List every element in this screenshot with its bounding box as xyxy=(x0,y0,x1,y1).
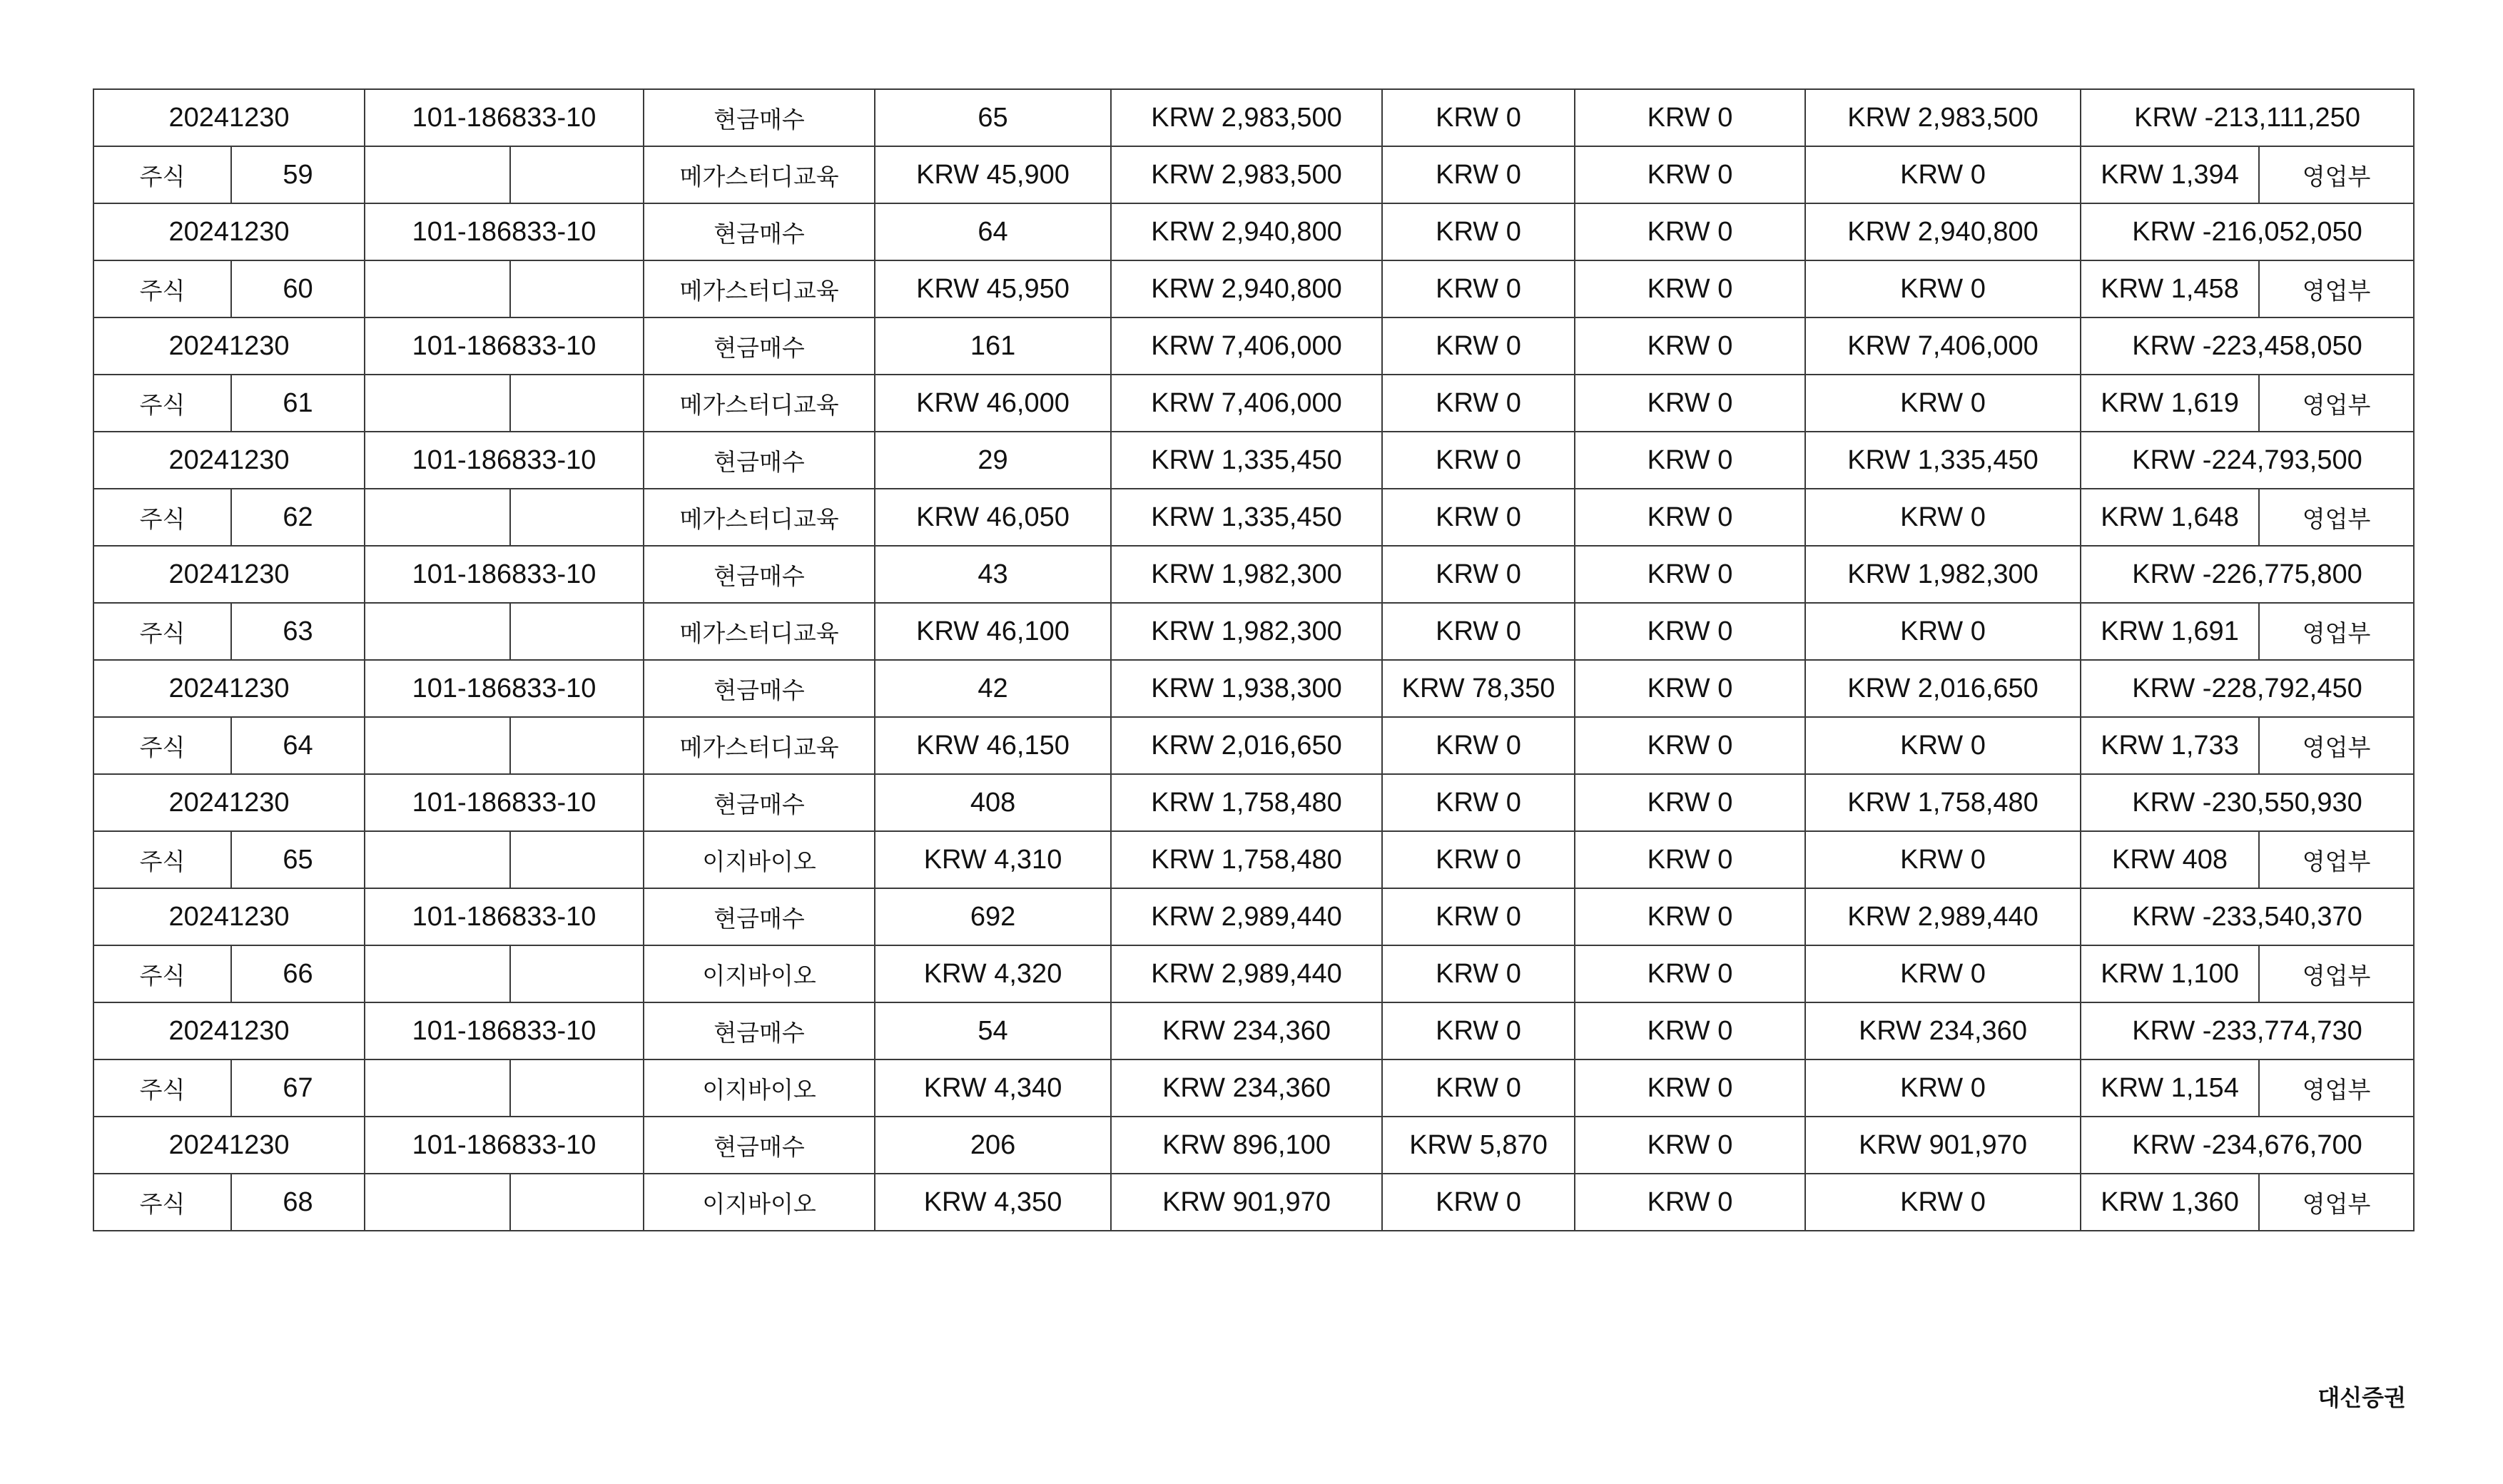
security-name-cell: 이지바이오 xyxy=(644,1174,875,1231)
trade-amount-cell: KRW 1,335,450 xyxy=(1111,489,1382,546)
tax-cell: KRW 0 xyxy=(1575,375,1805,432)
settlement-amount-cell: KRW 0 xyxy=(1805,603,2081,660)
extra-amount-cell: KRW 1,394 xyxy=(2081,146,2259,203)
trade-type-cell: 현금매수 xyxy=(644,660,875,717)
security-row xyxy=(93,260,2414,317)
asset-class-cell: 주식 xyxy=(93,1174,231,1231)
settlement-amount-cell: KRW 0 xyxy=(1805,489,2081,546)
settlement-amount-cell: KRW 0 xyxy=(1805,717,2081,774)
fee-cell: KRW 0 xyxy=(1382,146,1575,203)
security-name-cell: 메가스터디교육 xyxy=(644,260,875,317)
security-name-cell: 메가스터디교육 xyxy=(644,717,875,774)
empty-cell xyxy=(365,831,510,888)
quantity-cell: 206 xyxy=(875,1117,1111,1174)
settlement-amount-cell: KRW 1,982,300 xyxy=(1805,546,2081,603)
settlement-amount-cell: KRW 2,940,800 xyxy=(1805,203,2081,260)
tax-cell: KRW 0 xyxy=(1575,260,1805,317)
fee-cell: KRW 0 xyxy=(1382,89,1575,146)
settlement-amount-cell: KRW 1,758,480 xyxy=(1805,774,2081,831)
sequence-cell: 68 xyxy=(231,1174,365,1231)
trade-row xyxy=(93,1002,2414,1059)
security-name-cell: 메가스터디교육 xyxy=(644,489,875,546)
account-number-cell: 101-186833-10 xyxy=(365,317,644,375)
sequence-cell: 67 xyxy=(231,1059,365,1117)
account-number-cell: 101-186833-10 xyxy=(365,1117,644,1174)
fee-cell: KRW 5,870 xyxy=(1382,1117,1575,1174)
quantity-cell: 65 xyxy=(875,89,1111,146)
tax-cell: KRW 0 xyxy=(1575,717,1805,774)
balance-cell: KRW -228,792,450 xyxy=(2081,660,2414,717)
extra-amount-cell: KRW 1,360 xyxy=(2081,1174,2259,1231)
security-name-cell: 메가스터디교육 xyxy=(644,146,875,203)
trade-row xyxy=(93,888,2414,945)
tax-cell: KRW 0 xyxy=(1575,489,1805,546)
settlement-amount-cell: KRW 0 xyxy=(1805,260,2081,317)
trade-date-cell: 20241230 xyxy=(93,888,365,945)
trade-amount-cell: KRW 896,100 xyxy=(1111,1117,1382,1174)
trade-type-cell: 현금매수 xyxy=(644,89,875,146)
trade-amount-cell: KRW 1,335,450 xyxy=(1111,432,1382,489)
tax-cell: KRW 0 xyxy=(1575,888,1805,945)
trade-row xyxy=(93,89,2414,146)
asset-class-cell: 주식 xyxy=(93,375,231,432)
extra-amount-cell: KRW 1,691 xyxy=(2081,603,2259,660)
empty-cell xyxy=(510,375,644,432)
security-name-cell: 이지바이오 xyxy=(644,831,875,888)
trade-amount-cell: KRW 1,982,300 xyxy=(1111,603,1382,660)
account-number-cell: 101-186833-10 xyxy=(365,1002,644,1059)
account-number-cell: 101-186833-10 xyxy=(365,888,644,945)
security-row xyxy=(93,945,2414,1002)
unit-price-cell: KRW 4,350 xyxy=(875,1174,1111,1231)
quantity-cell: 64 xyxy=(875,203,1111,260)
account-number-cell: 101-186833-10 xyxy=(365,660,644,717)
fee-cell: KRW 0 xyxy=(1382,489,1575,546)
empty-cell xyxy=(365,375,510,432)
trade-date-cell: 20241230 xyxy=(93,1117,365,1174)
tax-cell: KRW 0 xyxy=(1575,317,1805,375)
settlement-amount-cell: KRW 2,983,500 xyxy=(1805,89,2081,146)
security-name-cell: 이지바이오 xyxy=(644,1059,875,1117)
fee-cell: KRW 0 xyxy=(1382,375,1575,432)
fee-cell: KRW 78,350 xyxy=(1382,660,1575,717)
branch-cell: 영업부 xyxy=(2259,489,2414,546)
asset-class-cell: 주식 xyxy=(93,260,231,317)
trade-amount-cell: KRW 2,016,650 xyxy=(1111,717,1382,774)
trade-amount-cell: KRW 1,938,300 xyxy=(1111,660,1382,717)
trade-type-cell: 현금매수 xyxy=(644,1117,875,1174)
empty-cell xyxy=(365,1174,510,1231)
branch-cell: 영업부 xyxy=(2259,375,2414,432)
empty-cell xyxy=(365,146,510,203)
security-row xyxy=(93,717,2414,774)
extra-amount-cell: KRW 1,648 xyxy=(2081,489,2259,546)
tax-cell: KRW 0 xyxy=(1575,1002,1805,1059)
balance-cell: KRW -226,775,800 xyxy=(2081,546,2414,603)
trade-type-cell: 현금매수 xyxy=(644,432,875,489)
trade-amount-cell: KRW 1,982,300 xyxy=(1111,546,1382,603)
fee-cell: KRW 0 xyxy=(1382,546,1575,603)
empty-cell xyxy=(510,260,644,317)
trade-type-cell: 현금매수 xyxy=(644,1002,875,1059)
unit-price-cell: KRW 45,950 xyxy=(875,260,1111,317)
fee-cell: KRW 0 xyxy=(1382,945,1575,1002)
extra-amount-cell: KRW 1,733 xyxy=(2081,717,2259,774)
balance-cell: KRW -234,676,700 xyxy=(2081,1117,2414,1174)
branch-cell: 영업부 xyxy=(2259,1174,2414,1231)
fee-cell: KRW 0 xyxy=(1382,260,1575,317)
empty-cell xyxy=(365,489,510,546)
trade-row xyxy=(93,432,2414,489)
tax-cell: KRW 0 xyxy=(1575,945,1805,1002)
trade-row xyxy=(93,317,2414,375)
security-row xyxy=(93,831,2414,888)
account-number-cell: 101-186833-10 xyxy=(365,432,644,489)
tax-cell: KRW 0 xyxy=(1575,1117,1805,1174)
quantity-cell: 692 xyxy=(875,888,1111,945)
fee-cell: KRW 0 xyxy=(1382,888,1575,945)
trade-amount-cell: KRW 2,940,800 xyxy=(1111,260,1382,317)
tax-cell: KRW 0 xyxy=(1575,432,1805,489)
extra-amount-cell: KRW 1,154 xyxy=(2081,1059,2259,1117)
tax-cell: KRW 0 xyxy=(1575,146,1805,203)
extra-amount-cell: KRW 1,100 xyxy=(2081,945,2259,1002)
quantity-cell: 42 xyxy=(875,660,1111,717)
settlement-amount-cell: KRW 2,989,440 xyxy=(1805,888,2081,945)
extra-amount-cell: KRW 1,458 xyxy=(2081,260,2259,317)
empty-cell xyxy=(510,489,644,546)
quantity-cell: 408 xyxy=(875,774,1111,831)
asset-class-cell: 주식 xyxy=(93,489,231,546)
trade-amount-cell: KRW 234,360 xyxy=(1111,1002,1382,1059)
empty-cell xyxy=(510,1174,644,1231)
trade-amount-cell: KRW 7,406,000 xyxy=(1111,375,1382,432)
asset-class-cell: 주식 xyxy=(93,717,231,774)
asset-class-cell: 주식 xyxy=(93,945,231,1002)
branch-cell: 영업부 xyxy=(2259,831,2414,888)
trade-row xyxy=(93,1117,2414,1174)
fee-cell: KRW 0 xyxy=(1382,831,1575,888)
balance-cell: KRW -233,774,730 xyxy=(2081,1002,2414,1059)
sequence-cell: 62 xyxy=(231,489,365,546)
trade-date-cell: 20241230 xyxy=(93,1002,365,1059)
security-row xyxy=(93,489,2414,546)
unit-price-cell: KRW 4,320 xyxy=(875,945,1111,1002)
settlement-amount-cell: KRW 234,360 xyxy=(1805,1002,2081,1059)
settlement-amount-cell: KRW 0 xyxy=(1805,945,2081,1002)
branch-cell: 영업부 xyxy=(2259,260,2414,317)
empty-cell xyxy=(510,1059,644,1117)
empty-cell xyxy=(365,717,510,774)
trade-amount-cell: KRW 2,989,440 xyxy=(1111,888,1382,945)
fee-cell: KRW 0 xyxy=(1382,774,1575,831)
sequence-cell: 65 xyxy=(231,831,365,888)
security-row xyxy=(93,603,2414,660)
asset-class-cell: 주식 xyxy=(93,146,231,203)
settlement-amount-cell: KRW 2,016,650 xyxy=(1805,660,2081,717)
trade-amount-cell: KRW 901,970 xyxy=(1111,1174,1382,1231)
settlement-amount-cell: KRW 7,406,000 xyxy=(1805,317,2081,375)
footer-brand: 대신증권 xyxy=(2317,1384,2406,1411)
trade-row xyxy=(93,546,2414,603)
balance-cell: KRW -213,111,250 xyxy=(2081,89,2414,146)
sequence-cell: 66 xyxy=(231,945,365,1002)
unit-price-cell: KRW 45,900 xyxy=(875,146,1111,203)
trade-type-cell: 현금매수 xyxy=(644,203,875,260)
unit-price-cell: KRW 4,310 xyxy=(875,831,1111,888)
trade-type-cell: 현금매수 xyxy=(644,888,875,945)
tax-cell: KRW 0 xyxy=(1575,831,1805,888)
empty-cell xyxy=(510,945,644,1002)
fee-cell: KRW 0 xyxy=(1382,432,1575,489)
trade-row xyxy=(93,774,2414,831)
security-name-cell: 이지바이오 xyxy=(644,945,875,1002)
settlement-amount-cell: KRW 0 xyxy=(1805,146,2081,203)
transaction-table xyxy=(93,88,2415,1231)
sequence-cell: 61 xyxy=(231,375,365,432)
sequence-cell: 60 xyxy=(231,260,365,317)
account-number-cell: 101-186833-10 xyxy=(365,89,644,146)
security-name-cell: 메가스터디교육 xyxy=(644,375,875,432)
unit-price-cell: KRW 4,340 xyxy=(875,1059,1111,1117)
security-name-cell: 메가스터디교육 xyxy=(644,603,875,660)
trade-amount-cell: KRW 2,983,500 xyxy=(1111,146,1382,203)
settlement-amount-cell: KRW 1,335,450 xyxy=(1805,432,2081,489)
trade-date-cell: 20241230 xyxy=(93,660,365,717)
account-number-cell: 101-186833-10 xyxy=(365,546,644,603)
settlement-amount-cell: KRW 0 xyxy=(1805,1174,2081,1231)
balance-cell: KRW -224,793,500 xyxy=(2081,432,2414,489)
trade-amount-cell: KRW 2,989,440 xyxy=(1111,945,1382,1002)
settlement-amount-cell: KRW 0 xyxy=(1805,375,2081,432)
branch-cell: 영업부 xyxy=(2259,945,2414,1002)
empty-cell xyxy=(510,146,644,203)
fee-cell: KRW 0 xyxy=(1382,1059,1575,1117)
settlement-amount-cell: KRW 901,970 xyxy=(1805,1117,2081,1174)
balance-cell: KRW -223,458,050 xyxy=(2081,317,2414,375)
trade-amount-cell: KRW 2,940,800 xyxy=(1111,203,1382,260)
asset-class-cell: 주식 xyxy=(93,831,231,888)
trade-amount-cell: KRW 2,983,500 xyxy=(1111,89,1382,146)
extra-amount-cell: KRW 408 xyxy=(2081,831,2259,888)
quantity-cell: 43 xyxy=(875,546,1111,603)
branch-cell: 영업부 xyxy=(2259,146,2414,203)
account-number-cell: 101-186833-10 xyxy=(365,774,644,831)
empty-cell xyxy=(365,603,510,660)
settlement-amount-cell: KRW 0 xyxy=(1805,1059,2081,1117)
balance-cell: KRW -233,540,370 xyxy=(2081,888,2414,945)
trade-amount-cell: KRW 1,758,480 xyxy=(1111,831,1382,888)
trade-type-cell: 현금매수 xyxy=(644,317,875,375)
empty-cell xyxy=(510,717,644,774)
sequence-cell: 63 xyxy=(231,603,365,660)
fee-cell: KRW 0 xyxy=(1382,203,1575,260)
security-row xyxy=(93,1059,2414,1117)
account-number-cell: 101-186833-10 xyxy=(365,203,644,260)
security-row xyxy=(93,375,2414,432)
security-row xyxy=(93,146,2414,203)
fee-cell: KRW 0 xyxy=(1382,1002,1575,1059)
extra-amount-cell: KRW 1,619 xyxy=(2081,375,2259,432)
trade-date-cell: 20241230 xyxy=(93,432,365,489)
fee-cell: KRW 0 xyxy=(1382,603,1575,660)
quantity-cell: 54 xyxy=(875,1002,1111,1059)
unit-price-cell: KRW 46,100 xyxy=(875,603,1111,660)
trade-row xyxy=(93,660,2414,717)
empty-cell xyxy=(365,1059,510,1117)
asset-class-cell: 주식 xyxy=(93,1059,231,1117)
sequence-cell: 59 xyxy=(231,146,365,203)
trade-amount-cell: KRW 7,406,000 xyxy=(1111,317,1382,375)
tax-cell: KRW 0 xyxy=(1575,603,1805,660)
trade-type-cell: 현금매수 xyxy=(644,774,875,831)
asset-class-cell: 주식 xyxy=(93,603,231,660)
balance-cell: KRW -230,550,930 xyxy=(2081,774,2414,831)
quantity-cell: 29 xyxy=(875,432,1111,489)
trade-date-cell: 20241230 xyxy=(93,89,365,146)
trade-date-cell: 20241230 xyxy=(93,774,365,831)
branch-cell: 영업부 xyxy=(2259,717,2414,774)
unit-price-cell: KRW 46,150 xyxy=(875,717,1111,774)
branch-cell: 영업부 xyxy=(2259,603,2414,660)
settlement-amount-cell: KRW 0 xyxy=(1805,831,2081,888)
fee-cell: KRW 0 xyxy=(1382,1174,1575,1231)
trade-amount-cell: KRW 1,758,480 xyxy=(1111,774,1382,831)
empty-cell xyxy=(510,831,644,888)
security-row xyxy=(93,1174,2414,1231)
tax-cell: KRW 0 xyxy=(1575,203,1805,260)
tax-cell: KRW 0 xyxy=(1575,660,1805,717)
empty-cell xyxy=(365,945,510,1002)
empty-cell xyxy=(510,603,644,660)
tax-cell: KRW 0 xyxy=(1575,89,1805,146)
trade-amount-cell: KRW 234,360 xyxy=(1111,1059,1382,1117)
quantity-cell: 161 xyxy=(875,317,1111,375)
tax-cell: KRW 0 xyxy=(1575,774,1805,831)
tax-cell: KRW 0 xyxy=(1575,1059,1805,1117)
trade-date-cell: 20241230 xyxy=(93,546,365,603)
branch-cell: 영업부 xyxy=(2259,1059,2414,1117)
unit-price-cell: KRW 46,000 xyxy=(875,375,1111,432)
balance-cell: KRW -216,052,050 xyxy=(2081,203,2414,260)
trade-type-cell: 현금매수 xyxy=(644,546,875,603)
fee-cell: KRW 0 xyxy=(1382,317,1575,375)
trade-date-cell: 20241230 xyxy=(93,203,365,260)
tax-cell: KRW 0 xyxy=(1575,1174,1805,1231)
trade-row xyxy=(93,203,2414,260)
sequence-cell: 64 xyxy=(231,717,365,774)
unit-price-cell: KRW 46,050 xyxy=(875,489,1111,546)
tax-cell: KRW 0 xyxy=(1575,546,1805,603)
empty-cell xyxy=(365,260,510,317)
trade-date-cell: 20241230 xyxy=(93,317,365,375)
fee-cell: KRW 0 xyxy=(1382,717,1575,774)
